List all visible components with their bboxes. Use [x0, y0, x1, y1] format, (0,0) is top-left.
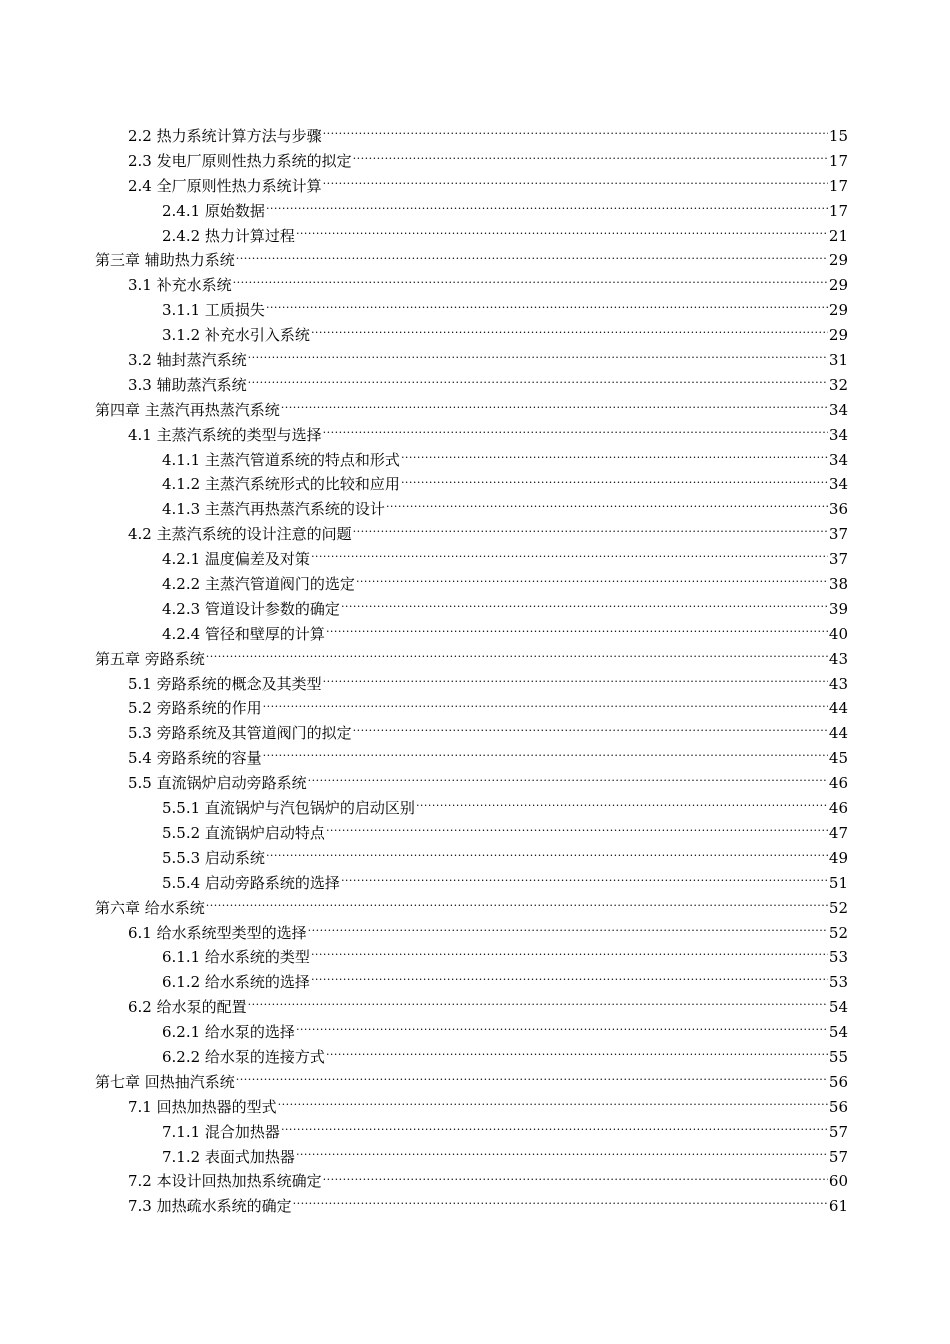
toc-dot-leader — [401, 474, 828, 489]
toc-entry[interactable] — [0, 273, 950, 298]
toc-entry-title: 6.2.2 给水泵的连接方式 — [162, 1047, 325, 1066]
toc-entry-line — [95, 248, 848, 273]
toc-entry[interactable] — [0, 1095, 950, 1120]
toc-dot-leader — [308, 773, 828, 788]
toc-page-number: 44 — [828, 699, 848, 718]
toc-entry-line — [95, 647, 848, 672]
toc-entry-title: 6.1.1 给水系统的类型 — [162, 948, 310, 967]
toc-page-number: 21 — [828, 226, 848, 245]
toc-dot-leader — [356, 574, 828, 589]
toc-dot-leader — [353, 151, 828, 166]
toc-entry-title: 第六章 给水系统 — [95, 898, 205, 917]
toc-entry-title: 4.2.4 管径和壁厚的计算 — [162, 624, 325, 643]
toc-dot-leader — [263, 748, 828, 763]
toc-entry-title: 4.2.3 管道设计参数的确定 — [162, 599, 340, 618]
toc-page-number: 54 — [828, 1023, 848, 1042]
toc-page-number: 29 — [828, 326, 848, 345]
toc-entry[interactable] — [0, 622, 950, 647]
toc-page-number: 60 — [828, 1172, 848, 1191]
toc-entry-title: 5.3 旁路系统及其管道阀门的拟定 — [128, 724, 352, 743]
toc-entry-title: 4.2.1 温度偏差及对策 — [162, 550, 310, 569]
toc-entry[interactable] — [0, 796, 950, 821]
toc-entry-title: 5.5 直流锅炉启动旁路系统 — [128, 774, 307, 793]
toc-chapter-entry[interactable] — [0, 896, 950, 921]
toc-page-number: 43 — [828, 649, 848, 668]
toc-entry[interactable] — [0, 771, 950, 796]
toc-entry[interactable] — [0, 921, 950, 946]
toc-dot-leader — [353, 524, 828, 539]
toc-page-number: 34 — [828, 475, 848, 494]
toc-entry[interactable] — [0, 547, 950, 572]
toc-page-number: 40 — [828, 624, 848, 643]
toc-entry-line — [162, 796, 848, 821]
toc-entry-line — [128, 672, 848, 697]
toc-entry-line — [162, 224, 848, 249]
toc-entry[interactable] — [0, 298, 950, 323]
toc-dot-leader — [248, 997, 828, 1012]
toc-page-number: 53 — [828, 973, 848, 992]
toc-dot-leader — [308, 923, 828, 938]
toc-entry[interactable] — [0, 871, 950, 896]
toc-entry-line — [162, 622, 848, 647]
toc-dot-leader — [266, 300, 828, 315]
toc-entry-line — [95, 1070, 848, 1095]
toc-entry-title: 5.5.2 直流锅炉启动特点 — [162, 823, 325, 842]
toc-dot-leader — [323, 126, 828, 141]
toc-entry-title: 7.1.2 表面式加热器 — [162, 1147, 295, 1166]
toc-entry-title: 2.4.1 原始数据 — [162, 201, 265, 220]
toc-dot-leader — [386, 499, 828, 514]
toc-dot-leader — [296, 1022, 828, 1037]
toc-entry-title: 4.2 主蒸汽系统的设计注意的问题 — [128, 525, 352, 544]
toc-page-number: 56 — [828, 1097, 848, 1116]
toc-dot-leader — [296, 226, 828, 241]
toc-page-number: 43 — [828, 674, 848, 693]
toc-entry[interactable] — [0, 1169, 950, 1194]
toc-dot-leader — [323, 674, 828, 689]
toc-dot-leader — [326, 624, 828, 639]
toc-entry-title: 5.2 旁路系统的作用 — [128, 699, 262, 718]
toc-entry-line — [162, 821, 848, 846]
toc-chapter-entry[interactable] — [0, 248, 950, 273]
toc-entry[interactable] — [0, 995, 950, 1020]
toc-entry-title: 3.1.1 工质损失 — [162, 301, 265, 320]
toc-entry-line — [95, 398, 848, 423]
toc-entry-title: 7.1.1 混合加热器 — [162, 1122, 280, 1141]
toc-entry-line — [128, 721, 848, 746]
toc-page-number: 29 — [828, 301, 848, 320]
toc-dot-leader — [323, 176, 828, 191]
toc-entry[interactable] — [0, 597, 950, 622]
toc-dot-leader — [281, 1122, 828, 1137]
toc-entry[interactable] — [0, 323, 950, 348]
toc-page-number: 17 — [828, 201, 848, 220]
toc-entry-line — [162, 1120, 848, 1145]
toc-page-number: 61 — [828, 1197, 848, 1216]
toc-entry-title: 4.2.2 主蒸汽管道阀门的选定 — [162, 575, 355, 594]
toc-dot-leader — [266, 201, 828, 216]
toc-entry-line — [128, 149, 848, 174]
toc-entry-line — [128, 771, 848, 796]
toc-entry-title: 5.5.4 启动旁路系统的选择 — [162, 873, 340, 892]
toc-entry-title: 6.1 给水系统型类型的选择 — [128, 923, 307, 942]
toc-dot-leader — [311, 549, 828, 564]
toc-page-number: 44 — [828, 724, 848, 743]
toc-entry-line — [162, 597, 848, 622]
toc-entry-title: 3.2 轴封蒸汽系统 — [128, 351, 247, 370]
toc-entry-title: 2.3 发电厂原则性热力系统的拟定 — [128, 151, 352, 170]
toc-page-number: 57 — [828, 1122, 848, 1141]
toc-entry[interactable] — [0, 522, 950, 547]
toc-entry[interactable] — [0, 696, 950, 721]
toc-entry[interactable] — [0, 1194, 950, 1219]
toc-entry-title: 6.2 给水泵的配置 — [128, 998, 247, 1017]
toc-entry-line — [162, 298, 848, 323]
toc-entry-line — [128, 348, 848, 373]
toc-entry-line — [128, 273, 848, 298]
toc-entry[interactable] — [0, 1020, 950, 1045]
toc-entry-title: 5.1 旁路系统的概念及其类型 — [128, 674, 322, 693]
toc-page-number: 32 — [828, 375, 848, 394]
toc-entry-line — [162, 497, 848, 522]
toc-chapter-entry[interactable] — [0, 647, 950, 672]
toc-page-number: 56 — [828, 1072, 848, 1091]
toc-page-number: 17 — [828, 176, 848, 195]
toc-entry-title: 2.4 全厂原则性热力系统计算 — [128, 176, 322, 195]
toc-entry[interactable] — [0, 373, 950, 398]
toc-entry-title: 3.1 补充水系统 — [128, 276, 232, 295]
toc-entry-line — [162, 572, 848, 597]
toc-page-number: 34 — [828, 425, 848, 444]
toc-entry-line — [128, 696, 848, 721]
toc-entry-title: 5.5.3 启动系统 — [162, 848, 265, 867]
toc-entry[interactable] — [0, 472, 950, 497]
toc-entry-line — [162, 1045, 848, 1070]
toc-dot-leader — [311, 325, 828, 340]
toc-page-number: 34 — [828, 450, 848, 469]
toc-entry-title: 5.4 旁路系统的容量 — [128, 749, 262, 768]
toc-dot-leader — [263, 698, 828, 713]
toc-entry-line — [128, 1169, 848, 1194]
toc-entry[interactable] — [0, 672, 950, 697]
toc-entry-line — [162, 945, 848, 970]
toc-entry[interactable] — [0, 945, 950, 970]
toc-entry-line — [162, 448, 848, 473]
toc-page-number: 52 — [828, 898, 848, 917]
toc-entry[interactable] — [0, 199, 950, 224]
toc-dot-leader — [341, 873, 828, 888]
toc-entry-line — [162, 1020, 848, 1045]
toc-page-number: 51 — [828, 873, 848, 892]
toc-dot-leader — [341, 599, 828, 614]
toc-entry-title: 第七章 回热抽汽系统 — [95, 1072, 235, 1091]
toc-entry-line — [128, 373, 848, 398]
toc-page-number: 38 — [828, 575, 848, 594]
toc-entry-line — [128, 174, 848, 199]
toc-entry-line — [162, 547, 848, 572]
toc-entry-title: 7.2 本设计回热加热系统确定 — [128, 1172, 322, 1191]
toc-page-number: 36 — [828, 500, 848, 519]
toc-dot-leader — [401, 450, 828, 465]
toc-dot-leader — [311, 972, 828, 987]
toc-dot-leader — [293, 1196, 828, 1211]
toc-entry[interactable] — [0, 423, 950, 448]
toc-dot-leader — [206, 898, 828, 913]
toc-entry-line — [128, 1194, 848, 1219]
toc-dot-leader — [311, 947, 828, 962]
toc-page-number: 37 — [828, 550, 848, 569]
toc-dot-leader — [416, 798, 828, 813]
toc-page-number: 46 — [828, 799, 848, 818]
toc-dot-leader — [323, 425, 828, 440]
toc-entry-line — [162, 1145, 848, 1170]
toc-entry[interactable] — [0, 970, 950, 995]
toc-entry-line — [162, 323, 848, 348]
toc-entry[interactable] — [0, 348, 950, 373]
toc-dot-leader — [236, 1072, 828, 1087]
toc-page-number: 29 — [828, 251, 848, 270]
toc-dot-leader — [326, 1047, 828, 1062]
toc-page-number: 29 — [828, 276, 848, 295]
toc-dot-leader — [248, 375, 828, 390]
toc-page-number: 52 — [828, 923, 848, 942]
toc-entry-title: 3.3 辅助蒸汽系统 — [128, 375, 247, 394]
toc-entry-line — [95, 896, 848, 921]
toc-page-number: 45 — [828, 749, 848, 768]
toc-entry[interactable] — [0, 821, 950, 846]
toc-entry-line — [162, 970, 848, 995]
toc-entry-line — [128, 995, 848, 1020]
toc-entry-line — [128, 522, 848, 547]
toc-dot-leader — [326, 823, 828, 838]
toc-entry-title: 2.2 热力系统计算方法与步骤 — [128, 127, 322, 145]
toc-page-number: 15 — [828, 127, 848, 145]
toc-dot-leader — [206, 649, 828, 664]
toc-page-number: 17 — [828, 151, 848, 170]
toc-page-number: 34 — [828, 400, 848, 419]
toc-entry[interactable] — [0, 721, 950, 746]
toc-entry[interactable] — [0, 497, 950, 522]
toc-entry-line — [162, 871, 848, 896]
toc-entry-title: 2.4.2 热力计算过程 — [162, 226, 295, 245]
toc-entry-title: 4.1.3 主蒸汽再热蒸汽系统的设计 — [162, 500, 385, 519]
toc-page-number: 47 — [828, 823, 848, 842]
toc-entry-line — [162, 472, 848, 497]
toc-page-number: 53 — [828, 948, 848, 967]
table-of-contents — [0, 124, 950, 1219]
toc-dot-leader — [233, 275, 828, 290]
toc-page-number: 46 — [828, 774, 848, 793]
toc-entry-title: 7.3 加热疏水系统的确定 — [128, 1197, 292, 1216]
toc-dot-leader — [353, 723, 828, 738]
toc-entry[interactable] — [0, 746, 950, 771]
toc-page-number: 55 — [828, 1047, 848, 1066]
toc-entry-title: 5.5.1 直流锅炉与汽包锅炉的启动区别 — [162, 799, 415, 818]
toc-dot-leader — [281, 400, 828, 415]
toc-entry[interactable] — [0, 1145, 950, 1170]
toc-entry-title: 4.1.2 主蒸汽系统形式的比较和应用 — [162, 475, 400, 494]
toc-entry-title: 第三章 辅助热力系统 — [95, 251, 235, 270]
toc-entry-title: 3.1.2 补充水引入系统 — [162, 326, 310, 345]
toc-dot-leader — [323, 1171, 828, 1186]
toc-entry-line — [128, 124, 848, 149]
toc-dot-leader — [278, 1097, 828, 1112]
toc-dot-leader — [236, 250, 828, 265]
toc-page-number: 54 — [828, 998, 848, 1017]
toc-entry-line — [128, 1095, 848, 1120]
toc-entry[interactable] — [0, 174, 950, 199]
toc-entry-line — [162, 846, 848, 871]
toc-entry-title: 4.1 主蒸汽系统的类型与选择 — [128, 425, 322, 444]
toc-page-number: 31 — [828, 351, 848, 370]
toc-dot-leader — [248, 350, 828, 365]
toc-entry[interactable] — [0, 448, 950, 473]
toc-chapter-entry[interactable] — [0, 398, 950, 423]
toc-entry[interactable] — [0, 1045, 950, 1070]
toc-entry-title: 7.1 回热加热器的型式 — [128, 1097, 277, 1116]
toc-entry-title: 第五章 旁路系统 — [95, 649, 205, 668]
toc-entry-line — [128, 746, 848, 771]
toc-entry-title: 4.1.1 主蒸汽管道系统的特点和形式 — [162, 450, 400, 469]
toc-chapter-entry[interactable] — [0, 1070, 950, 1095]
toc-dot-leader — [266, 848, 828, 863]
toc-page-number: 39 — [828, 599, 848, 618]
toc-entry[interactable] — [0, 846, 950, 871]
toc-entry-line — [128, 423, 848, 448]
toc-entry-title: 6.2.1 给水泵的选择 — [162, 1023, 295, 1042]
toc-page-number: 37 — [828, 525, 848, 544]
toc-entry-title: 6.1.2 给水系统的选择 — [162, 973, 310, 992]
toc-dot-leader — [296, 1147, 828, 1162]
toc-page-number: 49 — [828, 848, 848, 867]
toc-page-number: 57 — [828, 1147, 848, 1166]
toc-entry[interactable] — [0, 572, 950, 597]
toc-entry[interactable] — [0, 124, 950, 149]
toc-entry[interactable] — [0, 149, 950, 174]
toc-entry[interactable] — [0, 1120, 950, 1145]
toc-entry-title: 第四章 主蒸汽再热蒸汽系统 — [95, 400, 280, 419]
toc-entry-line — [128, 921, 848, 946]
toc-entry-line — [162, 199, 848, 224]
toc-entry[interactable] — [0, 224, 950, 249]
